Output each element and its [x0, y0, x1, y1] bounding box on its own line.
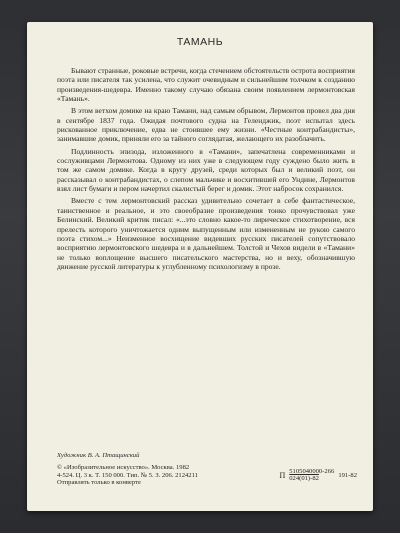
code-fraction: [289, 468, 334, 484]
article-body: [57, 66, 355, 274]
imprint-footer: [57, 452, 357, 487]
page-title: ТАМАНЬ: [176, 36, 224, 48]
paragraph: Бывают странные, роковые встречи, когда стечением обстоятельств острота восприятия поэта или писателя так усилена, что служит очевидным и сильнейшим толчком к созданию произведения-шедевра. Именно такому случаю обязана своим появлением лермонтовская «Тамань».: [57, 66, 355, 104]
code-top: 5105040000-266: [289, 467, 335, 475]
paragraph: Вместе с тем лермонтовский рассказ удивительно сочетает в себе фантастическое, таинственное и реальное, и это своеобразие произведения тонко прочувствовал уже Белинский. Великий критик писал: «...это словно какое-то лирическое стихотворение, вся прелесть которого уничтожается одним выпущенным или измененным не рукою самого поэта стихом...» Неизменное восхищение видевших русских писателей сопутствовало восприятию лермонтовского шедевра и в дальнейшем. Толстой и Чехов видели в «Тамани» не только воплощение высшего писательского мастерства, но и веху, обозначившую движение русской литературы к углубленному психологизму в прозе.: [57, 196, 355, 271]
postcard-back: [27, 22, 373, 511]
imprint-text: [57, 464, 198, 487]
paragraph: В этом ветхом домике на краю Тамани, над самым обрывом, Лермонтов провел два дня в сентябре 1837 года. Ожидая почтового судна на Геленджик, поэт испытал здесь рискованное приключение, едва не стоившее ему жизни. «Честные контрабандисты», занимавшие домик, приняли его за тайного соглядатая, желающего их разоблачить.: [57, 106, 355, 144]
code-bottom: 024(01)-82: [289, 475, 319, 483]
code-right: 191-82: [338, 471, 357, 479]
index-codes: [279, 464, 357, 487]
code-prefix: П: [279, 470, 286, 480]
artist-credit: Художник В. А. Птащинский: [57, 452, 140, 459]
imprint-row: [57, 464, 357, 487]
publisher-line: © «Изобразительное искусство». Москва. 1982: [57, 463, 190, 471]
mail-note: Отправлять только в конверте: [57, 479, 141, 487]
print-info-line: 4-524. Ц. 3 к. Т. 150 000. Тип. № 5. З. 206. 2124211: [57, 471, 198, 479]
paragraph: Подлинность эпизода, изложенного в «Тамани», запечатлена современниками и сослуживцами Лермонтова. Одному из них уже в следующем году суждено было жить в том же самом домике. Когда в кругу друзей, среди которых был и великий поэт, он рассказывал о контрабандистах, о слепом мальчике и восхитившей его Ундине, Лермонтов взял лист бумаги и пером начертил скалистый берег и домик. Этот набросок сохранился.: [57, 146, 355, 194]
